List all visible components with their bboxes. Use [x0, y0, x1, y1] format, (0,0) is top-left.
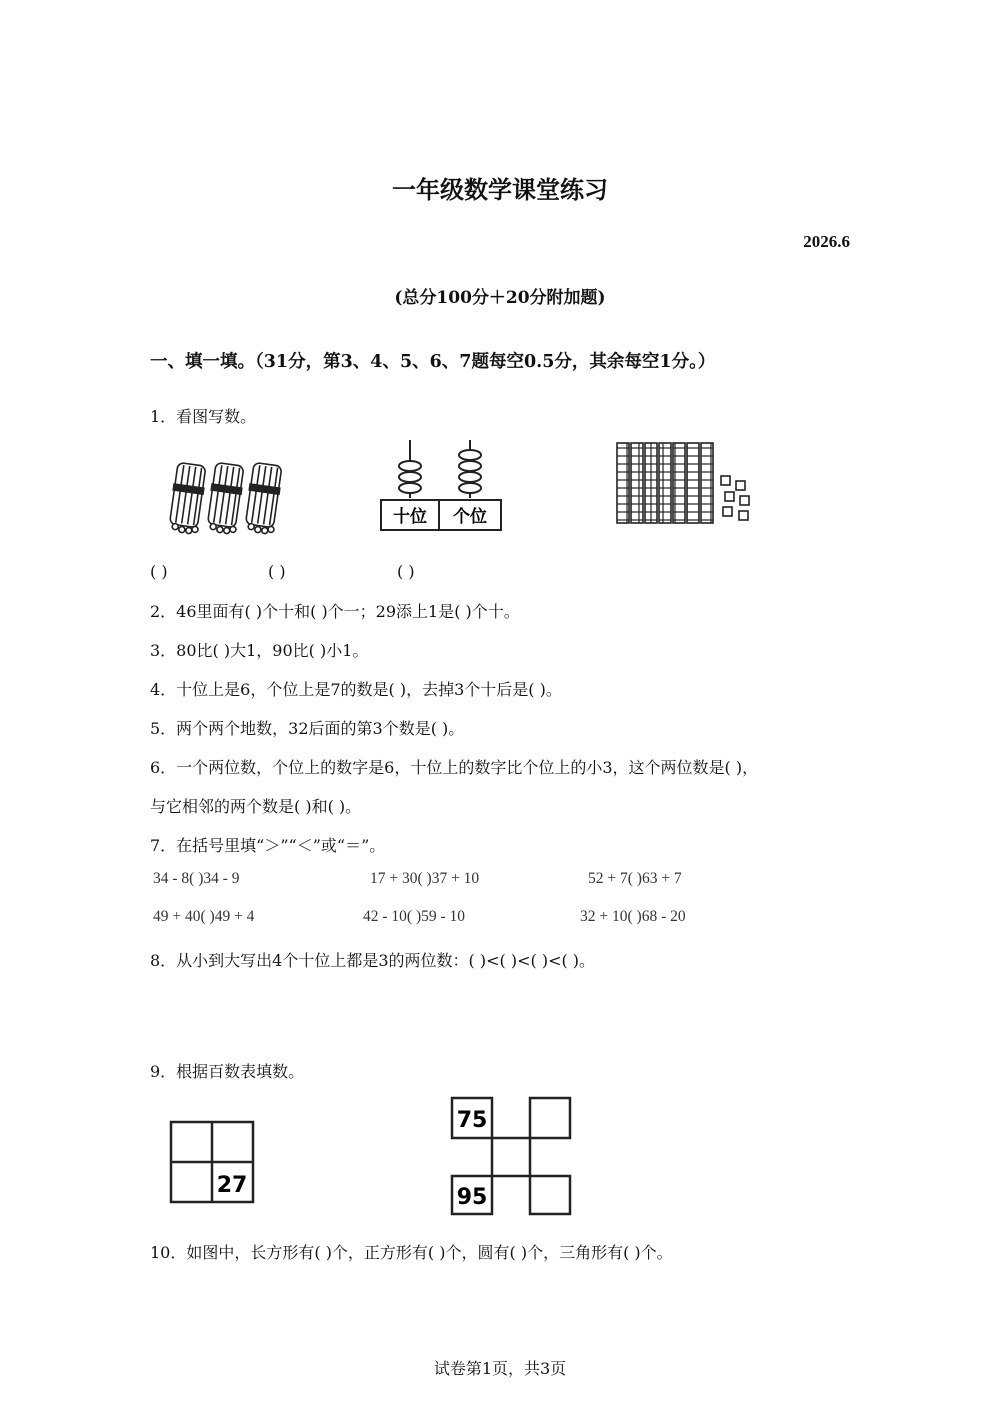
question-6: 6．一个两位数，个位上的数字是6，十位上的数字比个位上的小3，这个两位数是( )， — [150, 758, 759, 777]
question-1: 1．看图写数。 — [150, 407, 257, 426]
base-ten-blocks-image — [615, 440, 765, 530]
exam-date: 2026.6 — [803, 232, 850, 251]
score-note: (总分100分＋20分附加题) — [394, 288, 606, 308]
abacus-image — [378, 438, 508, 538]
abacus-ones-label: 个位 — [453, 507, 487, 527]
answer-blank-3[interactable]: ( ) — [397, 562, 415, 581]
page-footer: 试卷第1页，共3页 — [433, 1359, 567, 1378]
question-2: 2．46里面有( )个十和( )个一；29添上1是( )个十。 — [150, 602, 520, 621]
question-9: 9．根据百数表填数。 — [150, 1062, 305, 1081]
answer-blank-2[interactable]: ( ) — [268, 562, 286, 581]
grid-number: 75 — [456, 1108, 488, 1133]
question-7: 7．在括号里填“＞”“＜”或“＝”。 — [150, 836, 386, 855]
hundred-chart-fragment-2 — [448, 1094, 573, 1219]
hundred-chart-fragment-1 — [168, 1118, 258, 1208]
compare-item[interactable]: 42 - 10( )59 - 10 — [363, 908, 466, 925]
answer-blank-1[interactable]: ( ) — [150, 562, 168, 581]
grid-number: 27 — [216, 1173, 248, 1198]
page-title: 一年级数学课堂练习 — [392, 176, 608, 204]
section-heading: 一、填一填。（31分，第3、4、5、6、7题每空0.5分，其余每空1分。） — [150, 352, 716, 372]
compare-item[interactable]: 49 + 40( )49 + 4 — [153, 908, 255, 925]
question-4: 4．十位上是6，个位上是7的数是( )，去掉3个十后是( )。 — [150, 680, 562, 699]
compare-item[interactable]: 32 + 10( )68 - 20 — [580, 908, 686, 925]
question-5: 5．两个两个地数，32后面的第3个数是( )。 — [150, 719, 465, 738]
abacus-tens-label: 十位 — [393, 507, 427, 527]
question-8: 8．从小到大写出4个十位上都是3的两位数：( )<( )<( )<( )。 — [150, 951, 596, 970]
question-6-continued: 与它相邻的两个数是( )和( )。 — [150, 797, 362, 816]
question-10: 10．如图中，长方形有( )个，正方形有( )个，圆有( )个，三角形有( )个。 — [150, 1243, 673, 1262]
compare-item[interactable]: 52 + 7( )63 + 7 — [588, 870, 682, 887]
question-3: 3．80比( )大1，90比( )小1。 — [150, 641, 369, 660]
compare-item[interactable]: 17 + 30( )37 + 10 — [370, 870, 480, 887]
grid-number: 95 — [456, 1185, 488, 1210]
stick-bundles-image — [163, 455, 283, 550]
compare-item[interactable]: 34 - 8( )34 - 9 — [153, 870, 240, 887]
